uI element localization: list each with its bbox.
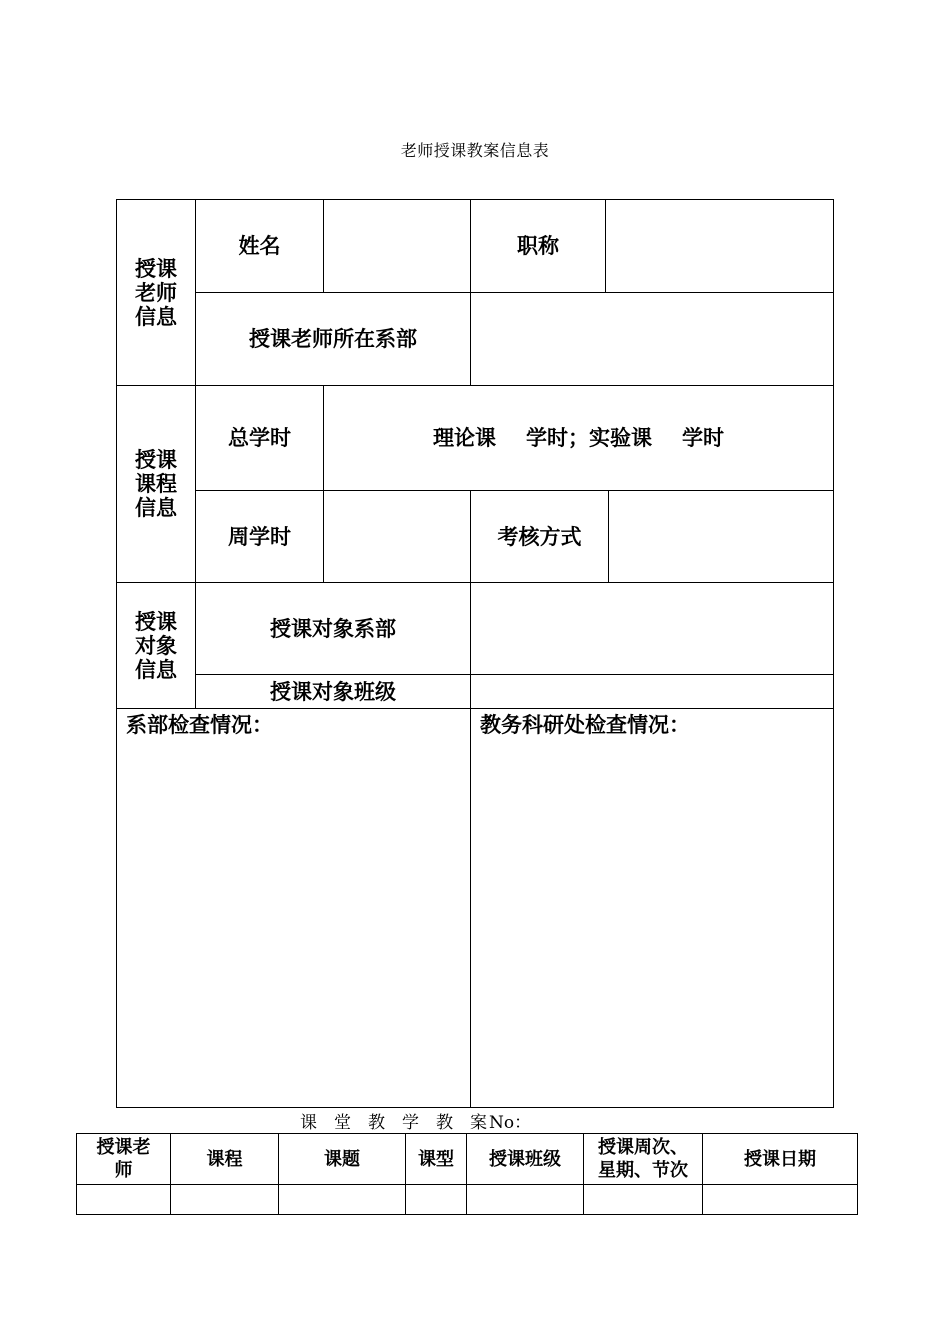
assessment-field[interactable]: [608, 490, 834, 583]
total-hours-breakdown[interactable]: [323, 385, 834, 491]
schedule-header-topic: 课题: [278, 1133, 406, 1185]
schedule-header-type: 课型: [405, 1133, 467, 1185]
office-check-label: 教务科研处检查情况：: [480, 713, 690, 737]
target-dept-label: 授课对象系部: [195, 582, 471, 675]
dept-check-box[interactable]: [116, 708, 471, 1108]
schedule-cell[interactable]: [405, 1184, 467, 1215]
schedule-title-char: 教: [436, 1113, 453, 1133]
target-class-label: 授课对象班级: [195, 674, 471, 709]
theory-label: 理论课: [433, 426, 496, 450]
schedule-header-teacher: 授课老 师: [76, 1133, 171, 1185]
schedule-header-course: 课程: [170, 1133, 279, 1185]
page-title: 老师授课教案信息表: [400, 141, 550, 160]
schedule-title-char: 学: [402, 1113, 419, 1133]
schedule-header-week: 授课周次、 星期、节次: [583, 1133, 703, 1185]
teacher-rank-field[interactable]: [605, 199, 834, 293]
teacher-name-field[interactable]: [323, 199, 471, 293]
schedule-title: [300, 1108, 531, 1133]
schedule-cell[interactable]: [702, 1184, 858, 1215]
target-class-field[interactable]: [470, 674, 834, 709]
schedule-title-char: 堂: [334, 1113, 351, 1133]
schedule-cell[interactable]: [583, 1184, 703, 1215]
theory-hours-unit: 学时；: [526, 426, 589, 450]
weekly-hours-label: 周学时: [195, 490, 324, 583]
teacher-name-label: 姓名: [195, 199, 324, 293]
assessment-label: 考核方式: [470, 490, 609, 583]
schedule-cell[interactable]: [278, 1184, 406, 1215]
schedule-cell[interactable]: [76, 1184, 171, 1215]
lab-hours-unit: 学时: [682, 426, 724, 450]
lab-label: 实验课: [589, 426, 652, 450]
schedule-header-class: 授课班级: [466, 1133, 584, 1185]
target-dept-field[interactable]: [470, 582, 834, 675]
weekly-hours-field[interactable]: [323, 490, 471, 583]
section-label-teacher: 授课 老师 信息: [116, 199, 196, 386]
schedule-title-char: 教: [368, 1113, 385, 1133]
section-label-target: 授课 对象 信息: [116, 582, 196, 709]
schedule-cell[interactable]: [170, 1184, 279, 1215]
teacher-dept-label: 授课老师所在系部: [195, 292, 471, 386]
office-check-box[interactable]: [470, 708, 834, 1108]
schedule-title-char: 案: [470, 1113, 487, 1133]
total-hours-label: 总学时: [195, 385, 324, 491]
schedule-number-label: No：: [489, 1113, 532, 1133]
schedule-cell[interactable]: [466, 1184, 584, 1215]
teacher-rank-label: 职称: [470, 199, 606, 293]
dept-check-label: 系部检查情况：: [126, 713, 273, 737]
schedule-header-date: 授课日期: [702, 1133, 858, 1185]
teacher-dept-field[interactable]: [470, 292, 834, 386]
section-label-course: 授课 课程 信息: [116, 385, 196, 583]
schedule-title-char: 课: [300, 1113, 317, 1133]
